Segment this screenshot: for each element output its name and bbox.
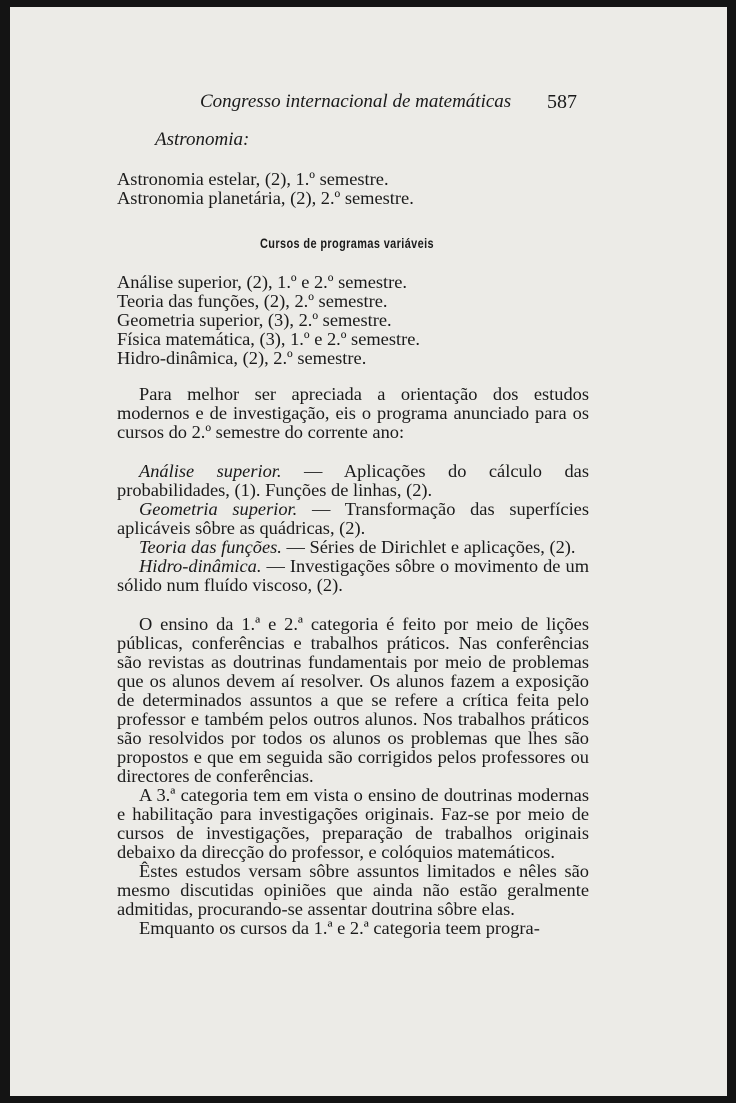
list-item: Hidro-dinâmica, (2), 2.º semestre. xyxy=(117,348,367,368)
astronomia-list xyxy=(117,170,589,208)
program-title: Teoria das funções. xyxy=(139,537,282,557)
program-text: — Aplicações do cálculo das probabilidades, (1). Funções de linhas, (2). xyxy=(117,461,589,500)
body-paragraph: Emquanto os cursos da 1.ª e 2.ª categoria teem progra- xyxy=(139,918,540,938)
program-text: — Transformação das superfícies aplicáveis sôbre as quádricas, (2). xyxy=(117,499,589,538)
cursos-list xyxy=(117,273,589,368)
list-item: Teoria das funções, (2), 2.º semestre. xyxy=(117,291,388,311)
program-text: — Investigações sôbre o movimento de um sólido num fluído viscoso, (2). xyxy=(117,556,589,595)
body-paragraph: O ensino da 1.ª e 2.ª categoria é feito por meio de lições públicas, conferências e trabalhos práticos. Nas conferências são revistas as doutrinas fundamentais por meio de problemas que os alunos devem aí resolver. Os alunos fazem a exposição de determinados assuntos a que se refere a crítica feita pelo professor e também pelos outros alunos. Nos trabalhos práticos são resolvidos por todos os alunos os problemas que lhes são propostos e que em seguida são corrigidos pelos professores ou directores de conferências. xyxy=(117,614,589,786)
body-paragraph: Êstes estudos versam sôbre assuntos limitados e nêles são mesmo discutidas opiniões que ainda não estão geralmente admitidas, procurando-se assentar doutrina sôbre elas. xyxy=(117,861,589,919)
list-item: Análise superior, (2), 1.º e 2.º semestre. xyxy=(117,272,408,292)
list-item: Astronomia estelar, (2), 1.º semestre. xyxy=(117,169,389,189)
program-entry xyxy=(117,557,589,595)
list-item: Geometria superior, (3), 2.º semestre. xyxy=(117,310,392,330)
program-entry xyxy=(117,462,589,500)
list-item: Física matemática, (3), 1.º e 2.º semestre. xyxy=(117,329,420,349)
intro-paragraph: Para melhor ser apreciada a orientação dos estudos modernos e de investigação, eis o programa anunciado para os cursos do 2.º semestre do corrente ano: xyxy=(117,384,589,442)
running-title: Congresso internacional de matemáticas xyxy=(200,91,512,112)
book-page xyxy=(10,7,727,1096)
program-entry xyxy=(117,500,589,538)
list-item: Astronomia planetária, (2), 2.º semestre. xyxy=(117,188,414,208)
section-heading: Cursos de programas variáveis xyxy=(260,235,434,251)
main-text xyxy=(117,385,589,938)
program-entry xyxy=(117,538,589,557)
astronomia-label: Astronomia: xyxy=(155,129,250,150)
program-title: Hidro-dinâmica. xyxy=(139,556,262,576)
page-number: 587 xyxy=(547,91,577,113)
program-title: Geometria superior. xyxy=(139,499,298,519)
program-text: — Séries de Dirichlet e aplicações, (2). xyxy=(281,537,576,557)
body-paragraph: A 3.ª categoria tem em vista o ensino de doutrinas modernas e habilitação para investigações originais. Faz-se por meio de cursos de investigações, preparação de trabalhos originais debaixo da direcção do professor, e colóquios matemáticos. xyxy=(117,785,589,862)
program-title: Análise superior. xyxy=(139,461,282,481)
